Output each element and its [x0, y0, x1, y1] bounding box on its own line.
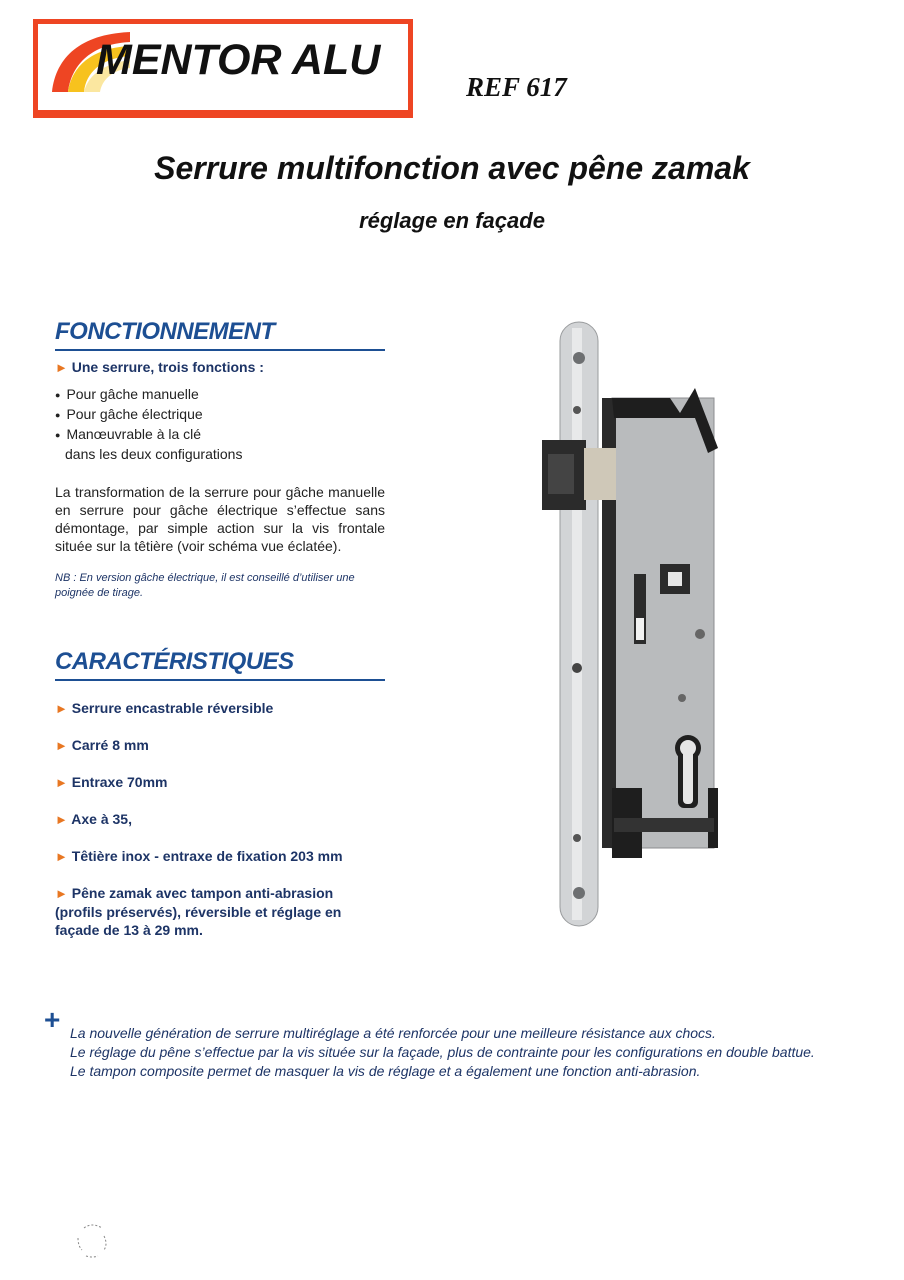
caracteristiques-heading: CARACTÉRISTIQUES	[55, 648, 385, 681]
list-item: dans les deux configurations	[65, 446, 243, 462]
note-line: Le tampon composite permet de masquer la vis de réglage et a également une fonction anti-abrasion.	[70, 1063, 701, 1079]
page-title: Serrure multifonction avec pêne zamak	[154, 150, 750, 186]
page-subtitle: réglage en façade	[359, 208, 545, 233]
note-line: La nouvelle génération de serrure multiréglage a été renforcée pour une meilleure résistance aux chocs.	[70, 1025, 716, 1041]
fonctionnement-lead: ► Une serrure, trois fonctions :	[55, 359, 264, 375]
list-item: ● Manœuvrable à la clé	[55, 425, 385, 445]
stamp-icon	[74, 1220, 110, 1260]
arrow-icon: ►	[55, 849, 68, 864]
feature-item: ► Carré 8 mm	[55, 737, 149, 753]
arrow-icon: ►	[55, 886, 68, 901]
logo-phone: 04 94 61 38 38	[263, 95, 377, 114]
fonctionnement-heading: FONCTIONNEMENT	[55, 318, 385, 351]
arrow-icon: ►	[55, 775, 68, 790]
note-line: Le réglage du pêne s’effectue par la vis située sur la façade, plus de contrainte pour les configurations en double battue.	[70, 1044, 815, 1060]
arrow-icon: ►	[55, 701, 68, 716]
reference-number: REF 617	[466, 72, 567, 102]
list-item: ● Pour gâche manuelle	[55, 385, 385, 405]
fonctionnement-nb: NB : En version gâche électrique, il est conseillé d’utiliser une poignée de tirage.	[55, 572, 355, 599]
caracteristiques-section	[55, 648, 385, 939]
note-text	[70, 1024, 815, 1081]
arrow-icon: ►	[55, 738, 68, 753]
fonctionnement-bullets	[55, 385, 385, 465]
list-item: ● Pour gâche électrique	[55, 405, 385, 425]
feature-item: ► Têtière inox - entraxe de fixation 203 mm	[55, 848, 343, 864]
plus-icon: +	[44, 1004, 61, 1035]
company-logo	[33, 19, 413, 118]
logo-website: www.mentor-alu.fr	[53, 95, 202, 114]
arrow-icon: ►	[55, 812, 68, 827]
feature-item: ► Serrure encastrable réversible	[55, 700, 274, 716]
fonctionnement-paragraph: La transformation de la serrure pour gâche manuelle en serrure pour gâche électrique s’effectue sans démontage, par simple action sur la vis frontale située sur la têtière (voir schéma vue éclatée).	[55, 484, 385, 554]
feature-item: ► Axe à 35,	[55, 811, 132, 827]
lock-product-image	[520, 318, 730, 938]
feature-item: ► Entraxe 70mm	[55, 774, 168, 790]
arrow-icon: ►	[55, 360, 68, 375]
feature-item: ► Pêne zamak avec tampon anti-abrasion (profils préservés), réversible et réglage en façade de 13 à 29 mm.	[55, 885, 342, 938]
logo-name: MENTOR ALU	[96, 36, 381, 84]
fonctionnement-section	[55, 318, 385, 601]
